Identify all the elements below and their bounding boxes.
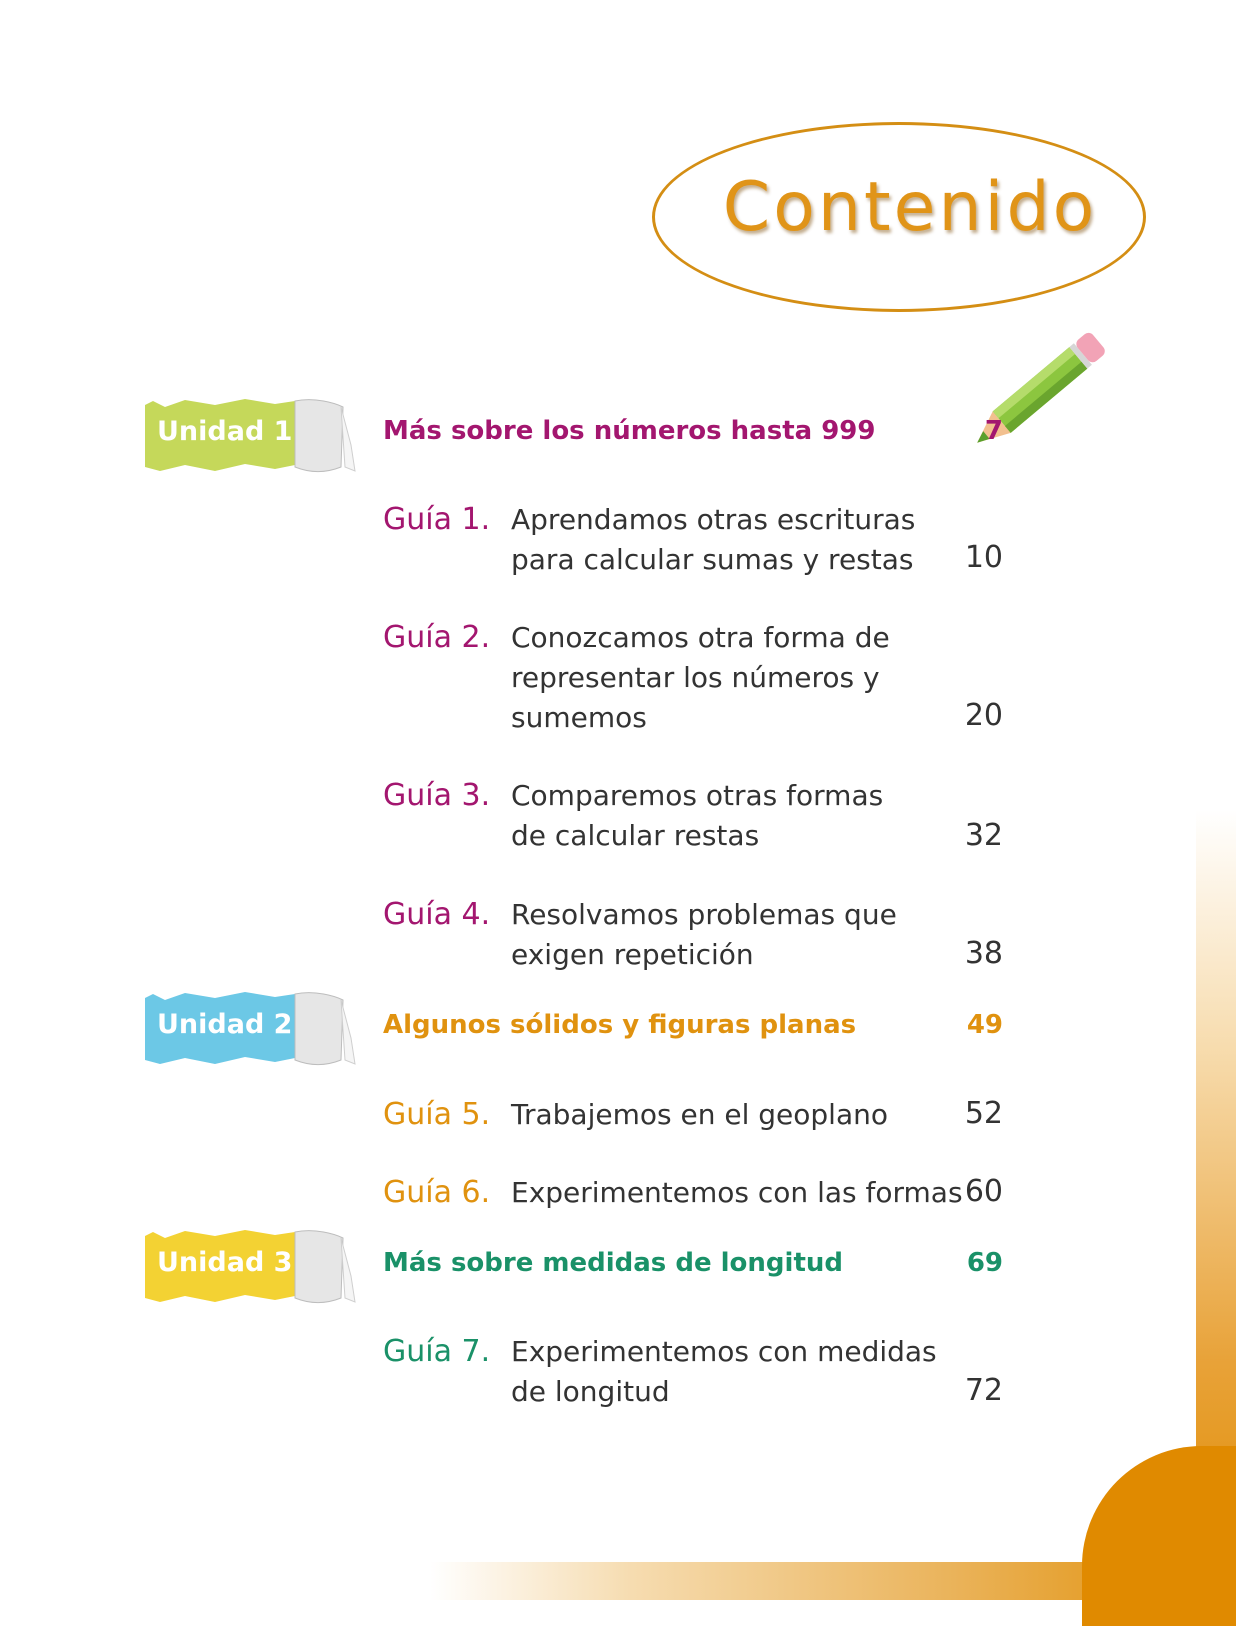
guide-3-label[interactable]: Guía 3. (383, 778, 491, 813)
unit-label: Unidad 3 (157, 1247, 293, 1278)
unit-label: Unidad 2 (157, 1009, 293, 1040)
page-corner-decoration (1082, 1446, 1236, 1626)
guide-title-line: Resolvamos problemas que (511, 898, 897, 931)
guide-title-line: exigen repetición (511, 938, 754, 971)
guide-4-page: 38 (964, 936, 1003, 971)
guide-title-line: de longitud (511, 1375, 670, 1408)
unit-2-title[interactable]: Algunos sólidos y figuras planas (383, 1010, 857, 1040)
unit-3-title[interactable]: Más sobre medidas de longitud (383, 1248, 843, 1278)
guide-title-line: de calcular restas (511, 819, 760, 852)
guide-6-title[interactable] (511, 1173, 963, 1213)
guide-2-title[interactable] (511, 618, 941, 738)
guide-2-page: 20 (964, 698, 1003, 733)
guide-title-line: Aprendamos otras escrituras (511, 503, 916, 536)
unit-3-tab (145, 1216, 365, 1312)
guide-1-page: 10 (964, 540, 1003, 575)
guide-3-page: 32 (964, 818, 1003, 853)
guide-title-line: sumemos (511, 701, 647, 734)
unit-1-tab (145, 385, 365, 481)
guide-1-title[interactable] (511, 500, 941, 580)
guide-5-title[interactable] (511, 1095, 941, 1135)
guide-6-page: 60 (964, 1174, 1003, 1209)
guide-5-page: 52 (964, 1096, 1003, 1131)
unit-2-page: 49 (966, 1010, 1003, 1040)
pencil-icon (960, 310, 1120, 470)
guide-5-label[interactable]: Guía 5. (383, 1097, 491, 1132)
guide-1-label[interactable]: Guía 1. (383, 502, 491, 537)
unit-1-title[interactable]: Más sobre los números hasta 999 (383, 416, 876, 446)
unit-2-tab (145, 978, 365, 1074)
guide-7-title[interactable] (511, 1332, 941, 1412)
unit-1-page: 7 (984, 416, 1003, 446)
guide-title-line: Experimentemos con las formas (511, 1176, 963, 1209)
unit-label: Unidad 1 (157, 416, 293, 447)
guide-title-line: Experimentemos con medidas (511, 1335, 937, 1368)
guide-7-page: 72 (964, 1373, 1003, 1408)
guide-title-line: para calcular sumas y restas (511, 543, 914, 576)
guide-title-line: Conozcamos otra forma de (511, 621, 890, 654)
guide-title-line: Comparemos otras formas (511, 779, 884, 812)
guide-title-line: representar los números y (511, 661, 880, 694)
guide-4-label[interactable]: Guía 4. (383, 897, 491, 932)
page-title: Contenido (722, 168, 1098, 247)
guide-4-title[interactable] (511, 895, 941, 975)
guide-6-label[interactable]: Guía 6. (383, 1175, 491, 1210)
guide-7-label[interactable]: Guía 7. (383, 1334, 491, 1369)
unit-3-page: 69 (966, 1248, 1003, 1278)
guide-3-title[interactable] (511, 776, 941, 856)
guide-2-label[interactable]: Guía 2. (383, 620, 491, 655)
guide-title-line: Trabajemos en el geoplano (511, 1098, 888, 1131)
